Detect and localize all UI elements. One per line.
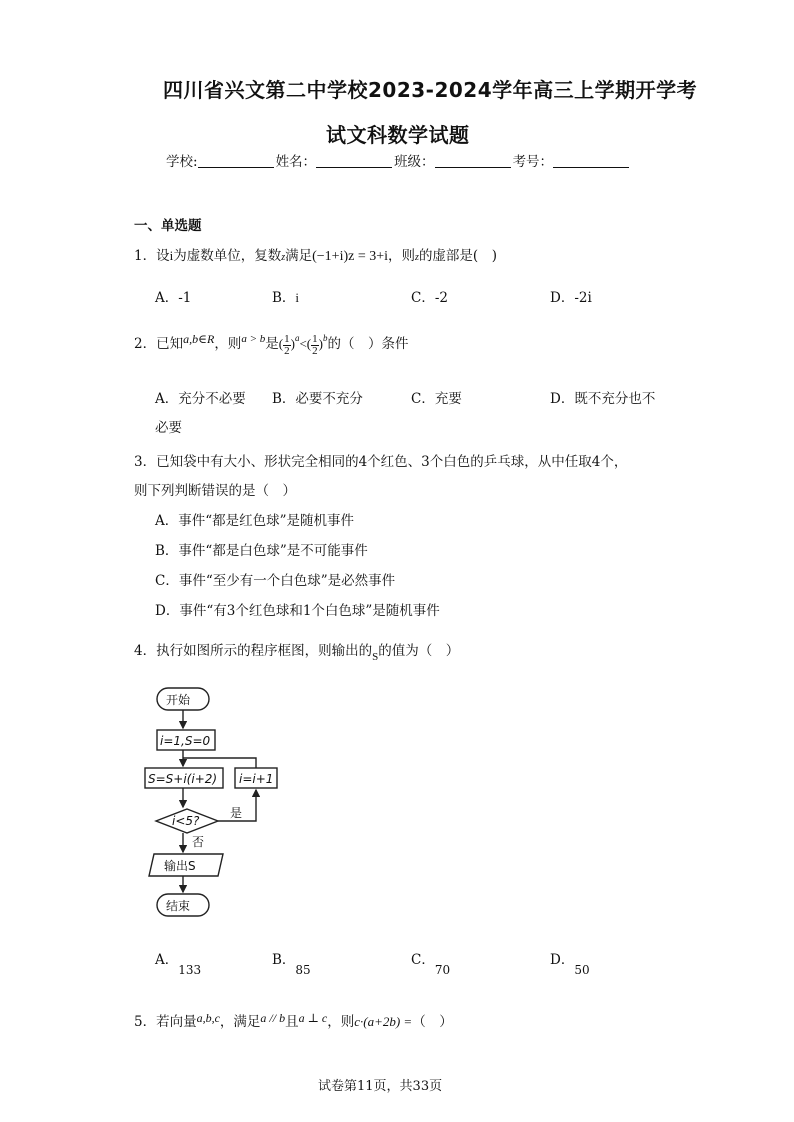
q1-option-c: C．-2: [411, 290, 448, 306]
q2-number: 2．: [134, 336, 157, 352]
q3-option-b: B．事件“都是白色球”是不可能事件: [155, 543, 368, 559]
q5-parallel: a // b: [260, 1011, 286, 1025]
q3-number: 3．: [134, 454, 157, 470]
q2-text: ，则: [214, 336, 242, 352]
page-title-line1: 四川省兴文第二中学校2023-2024学年高三上学期开学考: [163, 78, 698, 102]
flow-start-label: 开始: [166, 693, 191, 707]
q5-text: （ ）: [412, 1014, 453, 1030]
name-blank: [316, 153, 392, 168]
q5-text: 且: [285, 1014, 299, 1030]
q5-vectors: a,b,c: [196, 1011, 220, 1025]
q1-text: ，则: [388, 248, 416, 264]
q1-equation: (−1+i)z = 3+i: [312, 249, 389, 264]
flow-end-label: 结束: [166, 899, 191, 913]
q5-text: ，满足: [219, 1014, 261, 1030]
q4-text: 的值为（ ）: [378, 643, 460, 659]
q3-option-d: D．事件“有3个红色球和1个白色球”是随机事件: [155, 603, 440, 619]
q2-text: 已知: [156, 336, 184, 352]
q1-option-b: B．i: [272, 290, 300, 306]
question-5: [134, 1010, 453, 1030]
q1-number: 1．: [134, 248, 157, 264]
q3-option-a: A．事件“都是红色球”是随机事件: [155, 513, 355, 529]
q5-number: 5．: [134, 1014, 157, 1030]
q4-option-a: A．133: [155, 952, 202, 977]
q2-option-d: D．既不充分也不: [550, 391, 656, 407]
q2-inequality: a > b: [241, 333, 266, 345]
section-title: 一、单选题: [134, 218, 202, 234]
flow-yes-label: 是: [230, 806, 243, 820]
q2-text: 是: [265, 336, 279, 352]
id-blank: [553, 153, 629, 168]
flow-output-label: 输出S: [164, 859, 196, 873]
q1-option-a: A．-1: [155, 290, 192, 306]
q2-power-inequality: ( $\frac{1}{2}$ )$^a$<( $\frac{1}{2}$ )$^b$: [278, 332, 328, 357]
page-footer: 试卷第11页，共33页: [318, 1079, 443, 1094]
q5-expression: c·(a+2b) =: [354, 1014, 413, 1029]
school-blank: [198, 153, 274, 168]
flow-no-label: 否: [192, 835, 205, 849]
q4-option-b: B．85: [272, 952, 311, 977]
q4-var-s: S: [372, 651, 379, 663]
question-3: [134, 450, 627, 470]
q4-number: 4．: [134, 643, 157, 659]
school-label: 学校:: [166, 154, 198, 170]
id-label: 考号：: [512, 154, 554, 170]
q2-condition: a,b∈R: [183, 332, 215, 346]
flow-calc-label: S=S+i(i+2): [148, 772, 218, 786]
q3-option-c: C．事件“至少有一个白色球”是必然事件: [155, 573, 396, 589]
name-label: 姓名：: [275, 154, 317, 170]
flow-incr-label: i=i+1: [239, 772, 274, 786]
question-1: [134, 244, 497, 265]
q4-option-d: D．50: [550, 952, 590, 977]
q3-text: 已知袋中有大小、形状完全相同的4个红色、3个白色的乒乓球，从中任取4个，: [156, 454, 628, 470]
q1-var-z: z: [281, 252, 286, 263]
program-flowchart: [140, 680, 282, 918]
page-title-line2: 试文科数学试题: [326, 123, 470, 147]
q1-var-z: z: [415, 252, 419, 263]
class-blank: [435, 153, 511, 168]
q5-text: 若向量: [156, 1014, 197, 1030]
q5-text: ，则: [327, 1014, 355, 1030]
q1-text: 为虚数单位，复数: [173, 248, 282, 264]
q2-option-c: C．充要: [411, 391, 462, 407]
flow-init-label: i=1,S=0: [160, 734, 211, 748]
student-info-line: [166, 150, 631, 170]
q2-option-b: B．必要不充分: [272, 391, 363, 407]
q4-option-c: C．70: [411, 952, 451, 977]
q1-option-d: D．-2i: [550, 290, 592, 306]
flow-cond-label: i<5?: [172, 814, 200, 828]
question-2: [134, 332, 408, 357]
q2-text: 的（ ）条件: [327, 336, 409, 352]
question-3-line2: 则下列判断错误的是（ ）: [134, 483, 296, 499]
q1-text: 满足: [285, 248, 313, 264]
q2-option-a: A．充分不必要: [155, 391, 246, 407]
q1-imag-unit: i: [169, 248, 174, 263]
question-4: [134, 639, 459, 663]
class-label: 班级：: [394, 154, 435, 170]
q1-text: 设: [156, 248, 170, 264]
q5-perpendicular: a ⊥ c: [298, 1011, 328, 1025]
q4-text: 执行如图所示的程序框图，则输出的: [156, 643, 373, 659]
q1-text: 的虚部是( ): [418, 248, 497, 264]
q2-option-d-continued: 必要: [155, 420, 182, 436]
